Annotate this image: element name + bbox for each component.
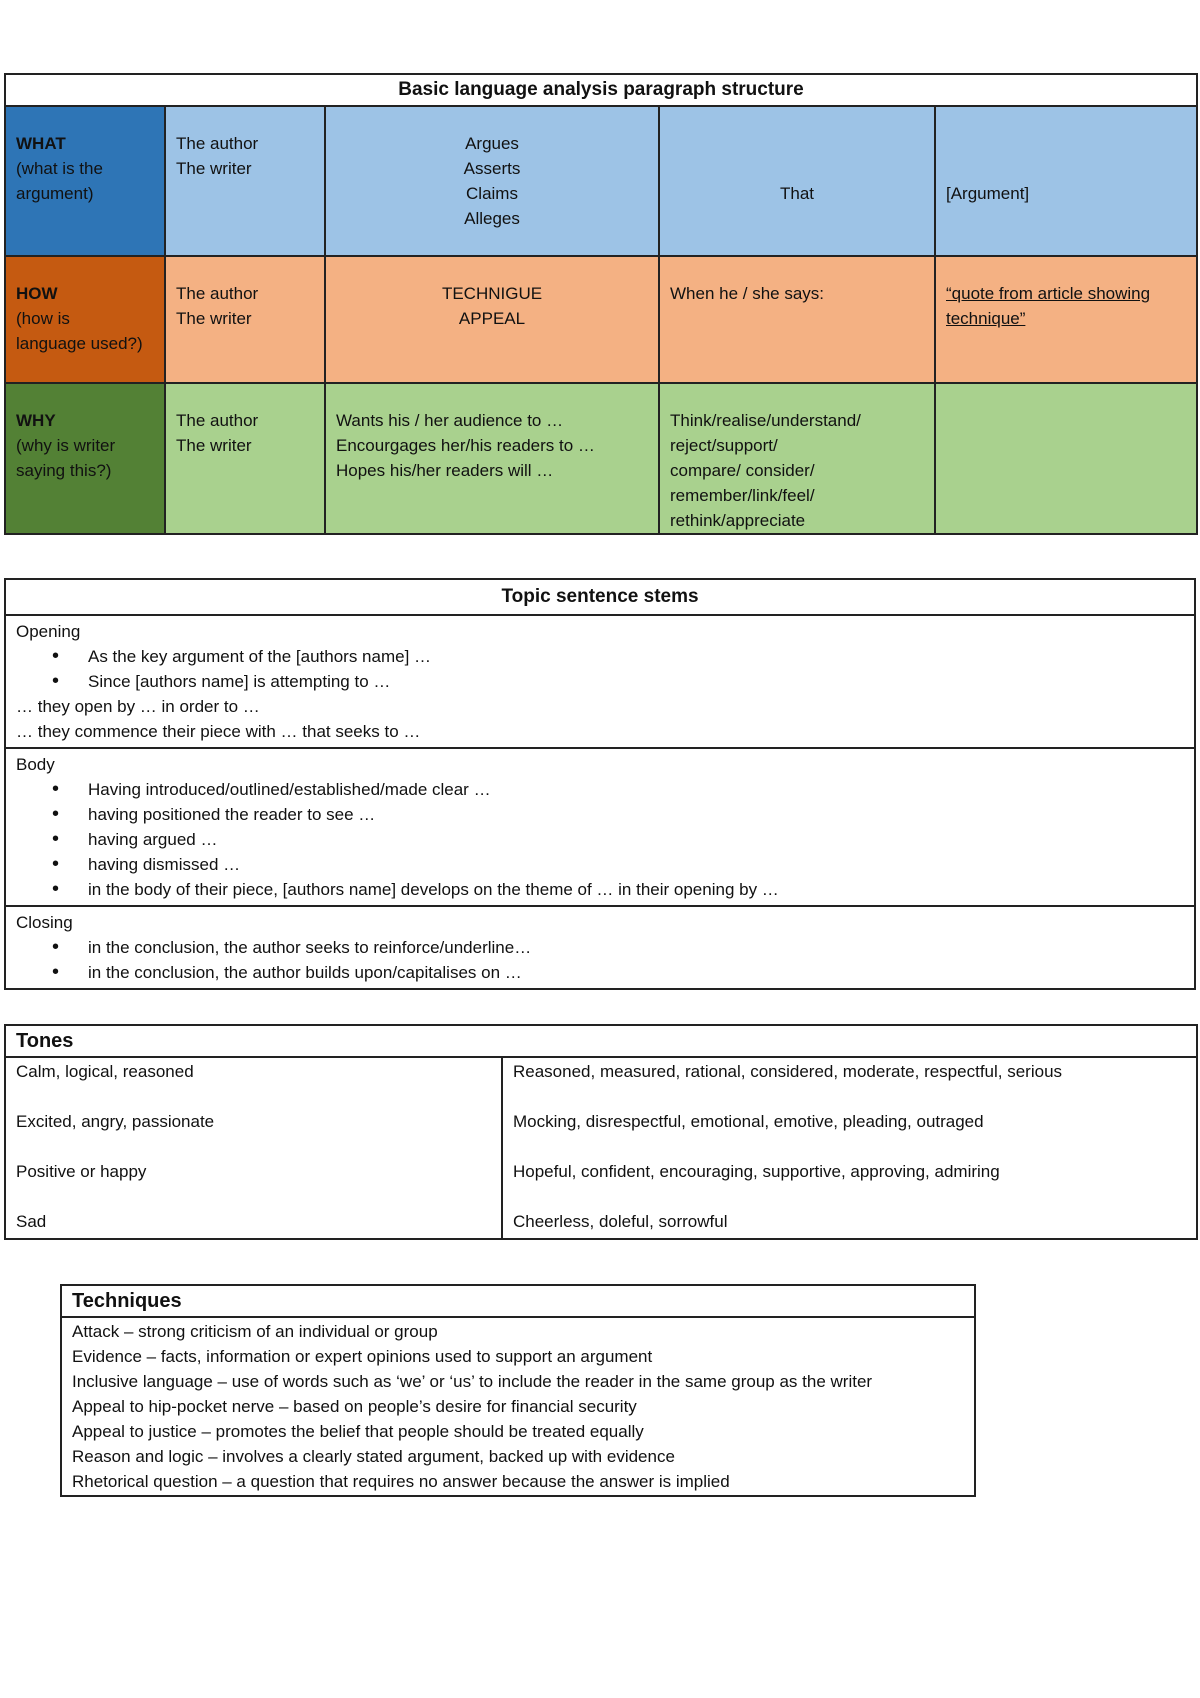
why-verb-2: Encourgages her/his readers to … — [336, 436, 595, 455]
what-sub-1: (what is the — [16, 159, 103, 178]
why-verb-3: Hopes his/her readers will … — [336, 461, 554, 480]
why-link-3: compare/ consider/ — [670, 461, 815, 480]
why-link-4: remember/link/feel/ — [670, 486, 815, 505]
how-quote: “quote from article showing technique” — [946, 284, 1151, 328]
tone-words: Cheerless, doleful, sorrowful — [513, 1212, 728, 1231]
how-label-cell — [5, 256, 165, 383]
list-item: • in the conclusion, the author seeks to reinforce/underline… — [88, 935, 1184, 960]
how-row — [5, 256, 1197, 383]
closing-label: Closing — [16, 913, 73, 932]
tone-words: Reasoned, measured, rational, considered, moderate, respectful, serious — [513, 1062, 1063, 1081]
list-item: • Since [authors name] is attempting to … — [88, 669, 1184, 694]
why-sub-1: (why is writer — [16, 436, 116, 455]
how-sub-1: (how is — [16, 309, 70, 328]
list-item: • having argued … — [88, 827, 1184, 852]
techniques-title: Techniques — [61, 1285, 975, 1317]
list-item: • As the key argument of the [authors name] … — [88, 644, 1184, 669]
how-link: When he / she says: — [670, 284, 825, 303]
tones-table — [4, 1024, 1198, 1240]
what-label: WHAT — [16, 134, 66, 153]
techniques-table — [60, 1284, 976, 1497]
opening-line: … they commence their piece with … that seeks to … — [16, 722, 421, 741]
opening-section — [5, 615, 1195, 748]
what-label-cell — [5, 106, 165, 256]
what-subject-1: The author — [176, 134, 259, 153]
why-subject-1: The author — [176, 411, 259, 430]
technique-item: Rhetorical question – a question that requires no answer because the answer is implied — [72, 1472, 730, 1491]
how-sub-2: language used?) — [16, 334, 143, 353]
technique-item: Evidence – facts, information or expert opinions used to support an argument — [72, 1347, 653, 1366]
why-verb-1: Wants his / her audience to … — [336, 411, 564, 430]
what-subject-2: The writer — [176, 159, 252, 178]
how-subject-1: The author — [176, 284, 259, 303]
why-label-cell — [5, 383, 165, 534]
technique-item: Inclusive language – use of words such as ‘we’ or ‘us’ to include the reader in the same group as the writer — [72, 1372, 873, 1391]
why-verb-cell — [325, 383, 659, 534]
tones-title: Tones — [5, 1025, 1197, 1057]
list-item: • in the body of their piece, [authors name] develops on the theme of … in their opening by … — [88, 877, 1184, 902]
paragraph-structure-table — [4, 73, 1198, 535]
tone-category: Sad — [16, 1212, 47, 1231]
how-subject-2: The writer — [176, 309, 252, 328]
how-subject-cell — [165, 256, 325, 383]
techniques-list — [61, 1317, 975, 1496]
opening-label: Opening — [16, 622, 81, 641]
how-verb-1: TECHNIGUE — [441, 284, 543, 303]
list-item: • having dismissed … — [88, 852, 1184, 877]
how-link-cell — [659, 256, 935, 383]
how-end-cell — [935, 256, 1197, 383]
topic-stems-table — [4, 578, 1196, 990]
why-end-cell — [935, 383, 1197, 534]
why-subject-cell — [165, 383, 325, 534]
what-end-cell — [935, 106, 1197, 256]
topic-stems-title: Topic sentence stems — [5, 579, 1195, 615]
tones-left-column — [5, 1057, 502, 1239]
why-subject-2: The writer — [176, 436, 252, 455]
tone-words: Hopeful, confident, encouraging, supportive, approving, admiring — [513, 1162, 1000, 1181]
tones-right-column — [502, 1057, 1197, 1239]
technique-item: Appeal to justice – promotes the belief that people should be treated equally — [72, 1422, 644, 1441]
closing-section — [5, 906, 1195, 989]
list-item: • having positioned the reader to see … — [88, 802, 1184, 827]
what-subject-cell — [165, 106, 325, 256]
what-argument: [Argument] — [946, 183, 1030, 203]
list-item: • in the conclusion, the author builds upon/capitalises on … — [88, 960, 1184, 985]
technique-item: Attack – strong criticism of an individual or group — [72, 1322, 438, 1341]
technique-item: Appeal to hip-pocket nerve – based on people’s desire for financial security — [72, 1397, 637, 1416]
what-verb-cell — [325, 106, 659, 256]
what-sub-2: argument) — [16, 184, 94, 203]
technique-item: Reason and logic – involves a clearly stated argument, backed up with evidence — [72, 1447, 675, 1466]
body-section — [5, 748, 1195, 906]
what-verb-3: Claims — [466, 184, 518, 203]
paragraph-structure-title: Basic language analysis paragraph structure — [5, 74, 1197, 106]
why-link-2: reject/support/ — [670, 436, 778, 455]
why-link-1: Think/realise/understand/ — [670, 411, 861, 430]
what-link-cell — [659, 106, 935, 256]
how-label: HOW — [16, 284, 58, 303]
why-link-5: rethink/appreciate — [670, 511, 806, 530]
why-sub-2: saying this?) — [16, 461, 112, 480]
what-verb-2: Asserts — [463, 159, 521, 178]
what-verb-1: Argues — [465, 134, 519, 153]
what-link: That — [779, 183, 815, 203]
list-item: • Having introduced/outlined/established/made clear … — [88, 777, 1184, 802]
tone-category: Excited, angry, passionate — [16, 1112, 215, 1131]
body-label: Body — [16, 755, 55, 774]
why-label: WHY — [16, 411, 56, 430]
tone-category: Positive or happy — [16, 1162, 147, 1181]
how-verb-cell — [325, 256, 659, 383]
opening-line: … they open by … in order to … — [16, 697, 260, 716]
why-row — [5, 383, 1197, 534]
what-row — [5, 106, 1197, 256]
what-verb-4: Alleges — [464, 209, 520, 228]
tone-words: Mocking, disrespectful, emotional, emotive, pleading, outraged — [513, 1112, 984, 1131]
how-verb-2: APPEAL — [458, 309, 526, 328]
why-link-cell — [659, 383, 935, 534]
tone-category: Calm, logical, reasoned — [16, 1062, 194, 1081]
